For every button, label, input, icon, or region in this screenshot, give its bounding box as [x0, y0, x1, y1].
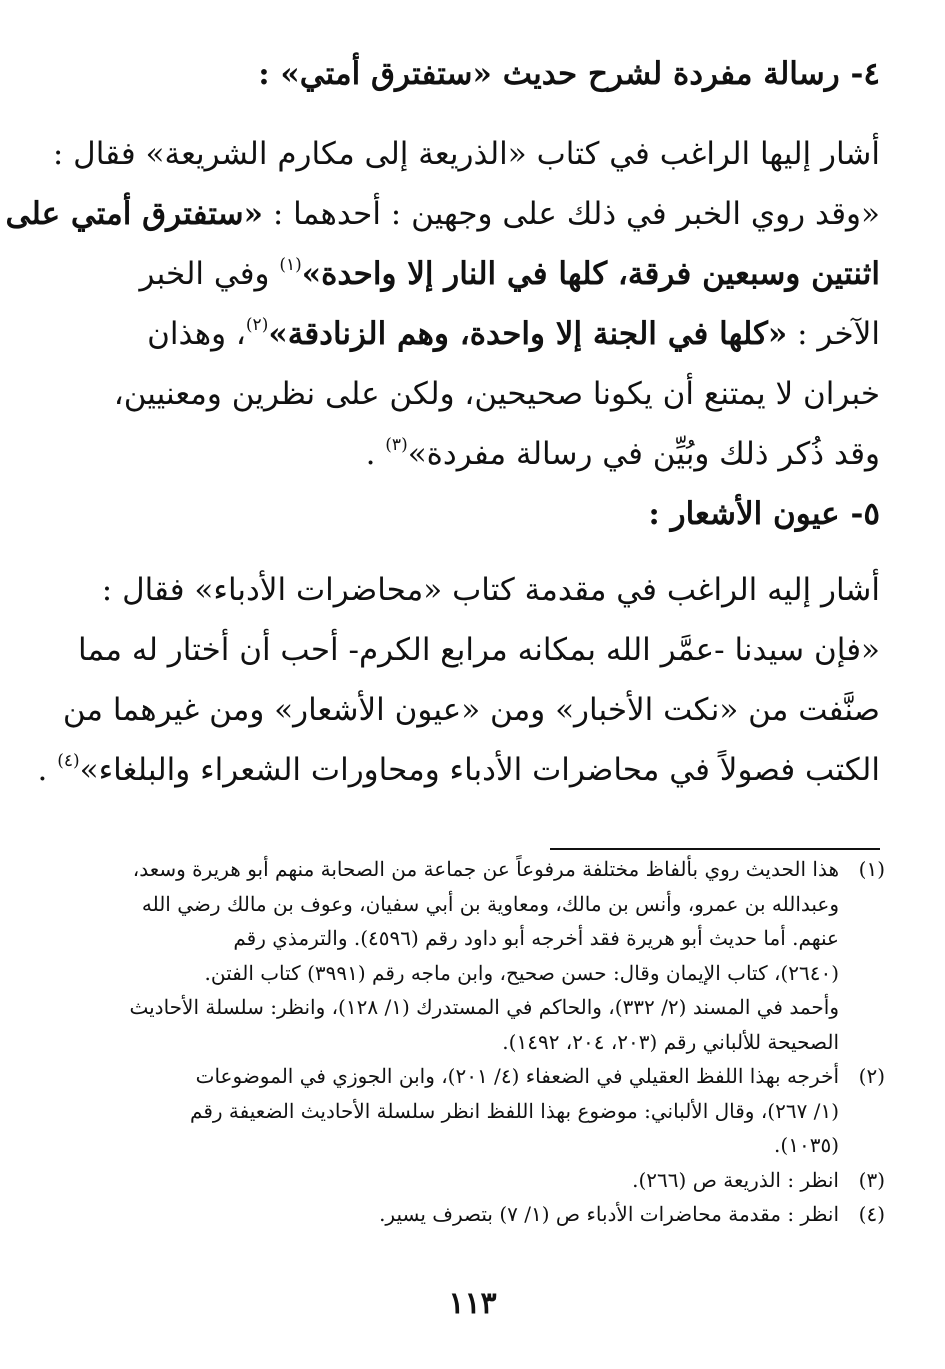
section-5-line-3: صنَّفت من «نكت الأخبار» ومن «عيون الأشعار» ومن غيرهما من — [62, 692, 880, 728]
footnote-line: الصحيحة للألباني رقم (٢٠٣، ٢٠٤، ١٤٩٢). — [502, 1029, 839, 1054]
section-5-line-1: أشار إليه الراغب في مقدمة كتاب «محاضرات الأدباء» فقال : — [101, 572, 880, 608]
footnote-line: وأحمد في المسند (٢/ ٣٣٢)، والحاكم في المستدرك (١/ ١٢٨)، وانظر: سلسلة الأحاديث — [129, 995, 839, 1019]
section-4-line-6-tail: . — [365, 436, 386, 472]
section-4-line-6 — [80, 424, 880, 484]
footnote-line: أخرجه بهذا اللفظ العقيلي في الضعفاء (٤/ ٢٠١)، وابن الجوزي في الموضوعات — [195, 1064, 839, 1088]
section-5-line-4-text: الكتب فصولاً في محاضرات الأدباء ومحاورات الشعراء والبلغاء» — [79, 752, 880, 788]
section-4-line-2 — [5, 184, 880, 244]
section-5-line-4 — [37, 740, 880, 800]
footnote-line: عنهم. أما حديث أبو هريرة فقد أخرجه أبو داود رقم (٤٥٩٦). والترمذي رقم — [233, 926, 839, 950]
section-5-heading: ٥- عيون الأشعار : — [648, 496, 880, 532]
section-4-line-5: خبران لا يمتنع أن يكونا صحيحين، ولكن على نظرين ومعنيين، — [113, 376, 880, 412]
footnote-2 — [80, 1059, 885, 1163]
section-4-line-6-text: وقد ذُكر ذلك وبُيِّن في رسالة مفردة» — [407, 436, 880, 472]
footnote-line: هذا الحديث روي بألفاظ مختلفة مرفوعاً عن جماعة من الصحابة منهم أبو هريرة وسعد، — [132, 857, 839, 881]
footnote-ref-3[interactable]: (٣) — [385, 435, 408, 455]
footnote-number: (٢) — [858, 1064, 885, 1088]
footnote-4 — [80, 1197, 885, 1232]
page-number: ١١٣ — [448, 1286, 497, 1321]
footnote-ref-1[interactable]: (١) — [279, 255, 302, 275]
section-5-body — [37, 560, 880, 800]
section-4-line-3 — [80, 244, 880, 304]
footnote-ref-4[interactable]: (٤) — [57, 751, 80, 771]
hadith-quote-bold: «ستفترق أمتي على — [5, 196, 264, 232]
footnote-1 — [80, 852, 885, 1059]
section-4-line-1: أشار إليها الراغب في كتاب «الذريعة إلى مكارم الشريعة» فقال : — [52, 136, 880, 172]
footnotes — [80, 852, 885, 1232]
section-4-line-4-tail: ، وهذان — [147, 316, 246, 352]
footnote-3 — [80, 1163, 885, 1198]
footnote-line: وعبدالله بن عمرو، وأنس بن مالك، ومعاوية بن أبي سفيان، وعوف بن مالك رضي الله — [141, 891, 839, 916]
section-4-line-2-text: «وقد روي الخبر في ذلك على وجهين : أحدهما : — [263, 196, 880, 232]
section-4-heading: ٤- رسالة مفردة لشرح حديث «ستفترق أمتي» : — [258, 56, 880, 92]
footnote-number: (١) — [858, 857, 885, 881]
footnote-number: (٤) — [858, 1202, 885, 1226]
footnote-divider — [550, 848, 880, 850]
footnote-line: (٢٦٤٠)، كتاب الإيمان وقال: حسن صحيح، وابن ماجه رقم (٣٩٩١) كتاب الفتن. — [204, 960, 839, 985]
footnote-ref-2[interactable]: (٢) — [245, 315, 269, 335]
section-4-line-3-text: وفي الخبر — [139, 256, 280, 292]
footnote-line: انظر : مقدمة محاضرات الأدباء ص (١/ ٧) بتصرف يسير. — [379, 1202, 839, 1226]
hadith-quote-bold: اثنتين وسبعين فرقة، كلها في النار إلا واحدة» — [301, 256, 880, 292]
section-4-line-4 — [80, 304, 880, 364]
footnote-line: (١٠٣٥). — [774, 1133, 839, 1157]
footnote-line: (١/ ٢٦٧)، وقال الألباني: موضوع بهذا اللفظ انظر سلسلة الأحاديث الضعيفة رقم — [190, 1098, 839, 1123]
section-5-line-4-tail: . — [37, 752, 58, 788]
hadith-quote-bold: «كلها في الجنة إلا واحدة، وهم الزنادقة» — [268, 316, 788, 352]
section-4-body — [5, 124, 880, 484]
footnote-number: (٣) — [858, 1167, 885, 1192]
section-5-line-2: «فإن سيدنا -عمَّر الله بمكانه مرابع الكرم- أحب أن أختار له مما — [78, 632, 880, 668]
section-4-line-4-text: الآخر : — [787, 316, 880, 352]
footnote-line: انظر : الذريعة ص (٢٦٦). — [632, 1167, 839, 1192]
